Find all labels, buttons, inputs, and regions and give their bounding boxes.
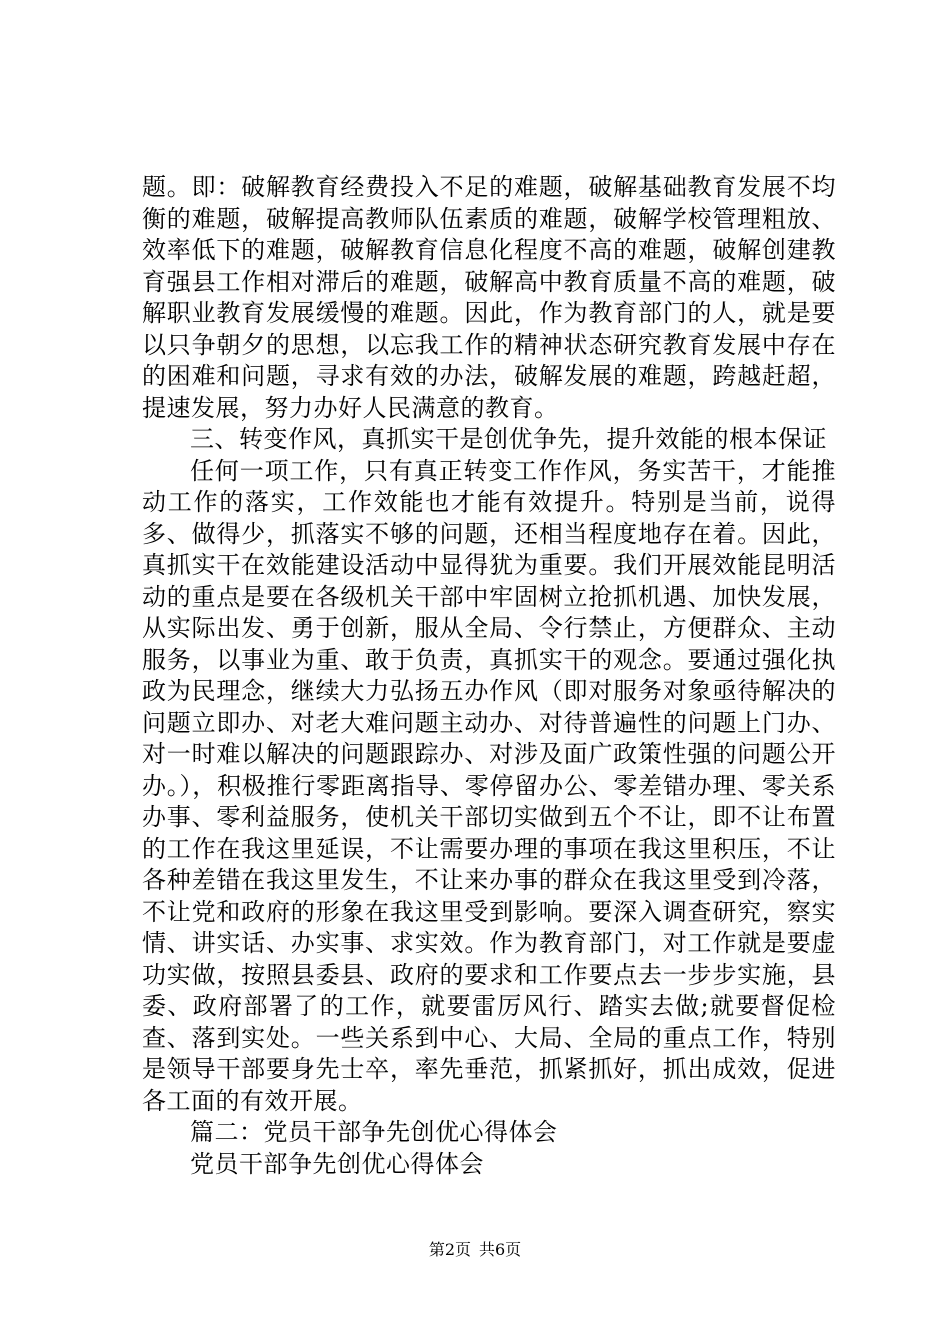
page-total: 共6页 bbox=[479, 1240, 522, 1259]
page-number: 第2页 bbox=[428, 1240, 471, 1259]
page-footer bbox=[0, 1240, 950, 1260]
section-heading-three: 三、转变作风，真抓实干是创优争先，提升效能的根本保证 bbox=[190, 425, 827, 453]
paragraph-work-style: 任何一项工作，只有真正转变工作作风，务实苦干，才能推动工作的落实，工作效能也才能有效提升。特别是当前，说得多、做得少，抓落实不够的问题，还相当程度地存在着。因此，真抓实干在效能建设活动中显得犹为重要。我们开展效能昆明活动的重点是要在各级机关干部中牢固树立抢抓机遇、加快发展，从实际出发、勇于创新，服从全局、令行禁止，方便群众、主动服务，以事业为重、敢于负责，真抓实干的观念。要通过强化执政为民理念，继续大力弘扬五办作风（即对服务对象亟待解决的问题立即办、对老大难问题主动办、对待普遍性的问题上门办、对一时难以解决的问题跟踪办、对涉及面广政策性强的问题公开办。），积极推行零距离指导、零停留办公、零差错办理、零关系办事、零利益服务，使机关干部切实做到五个不让，即不让布置的工作在我这里延误，不让需要办理的事项在我这里积压，不让各种差错在我这里发生，不让来办事的群众在我这里受到冷落，不让党和政府的形象在我这里受到影响。要深入调查研究，察实情、讲实话、办实事、求实效。作为教育部门，对工作就是要虚功实做，按照县委县、政府的要求和工作要点去一步步实施，县委、政府部署了的工作，就要雷厉风行、踏实去做;就要督促检查、落到实处。一些关系到中心、大局、全局的重点工作，特别是领导干部要身先士卒，率先垂范，抓紧抓好，抓出成效，促进各工面的有效开展。 bbox=[142, 456, 836, 1115]
article-two-heading: 篇二：党员干部争先创优心得体会 bbox=[190, 1118, 558, 1146]
paragraph-continuation: 题。即：破解教育经费投入不足的难题，破解基础教育发展不均衡的难题，破解提高教师队伍素质的难题，破解学校管理粗放、效率低下的难题，破解教育信息化程度不高的难题，破解创建教育强县工作相对滞后的难题，破解高中教育质量不高的难题，破解职业教育发展缓慢的难题。因此，作为教育部门的人，就是要以只争朝夕的思想，以忘我工作的精神状态研究教育发展中存在的困难和问题，寻求有效的办法，破解发展的难题，跨越赶超，提速发展，努力办好人民满意的教育。 bbox=[142, 173, 836, 422]
article-two-title: 党员干部争先创优心得体会 bbox=[190, 1149, 484, 1178]
document-body bbox=[142, 172, 836, 1180]
